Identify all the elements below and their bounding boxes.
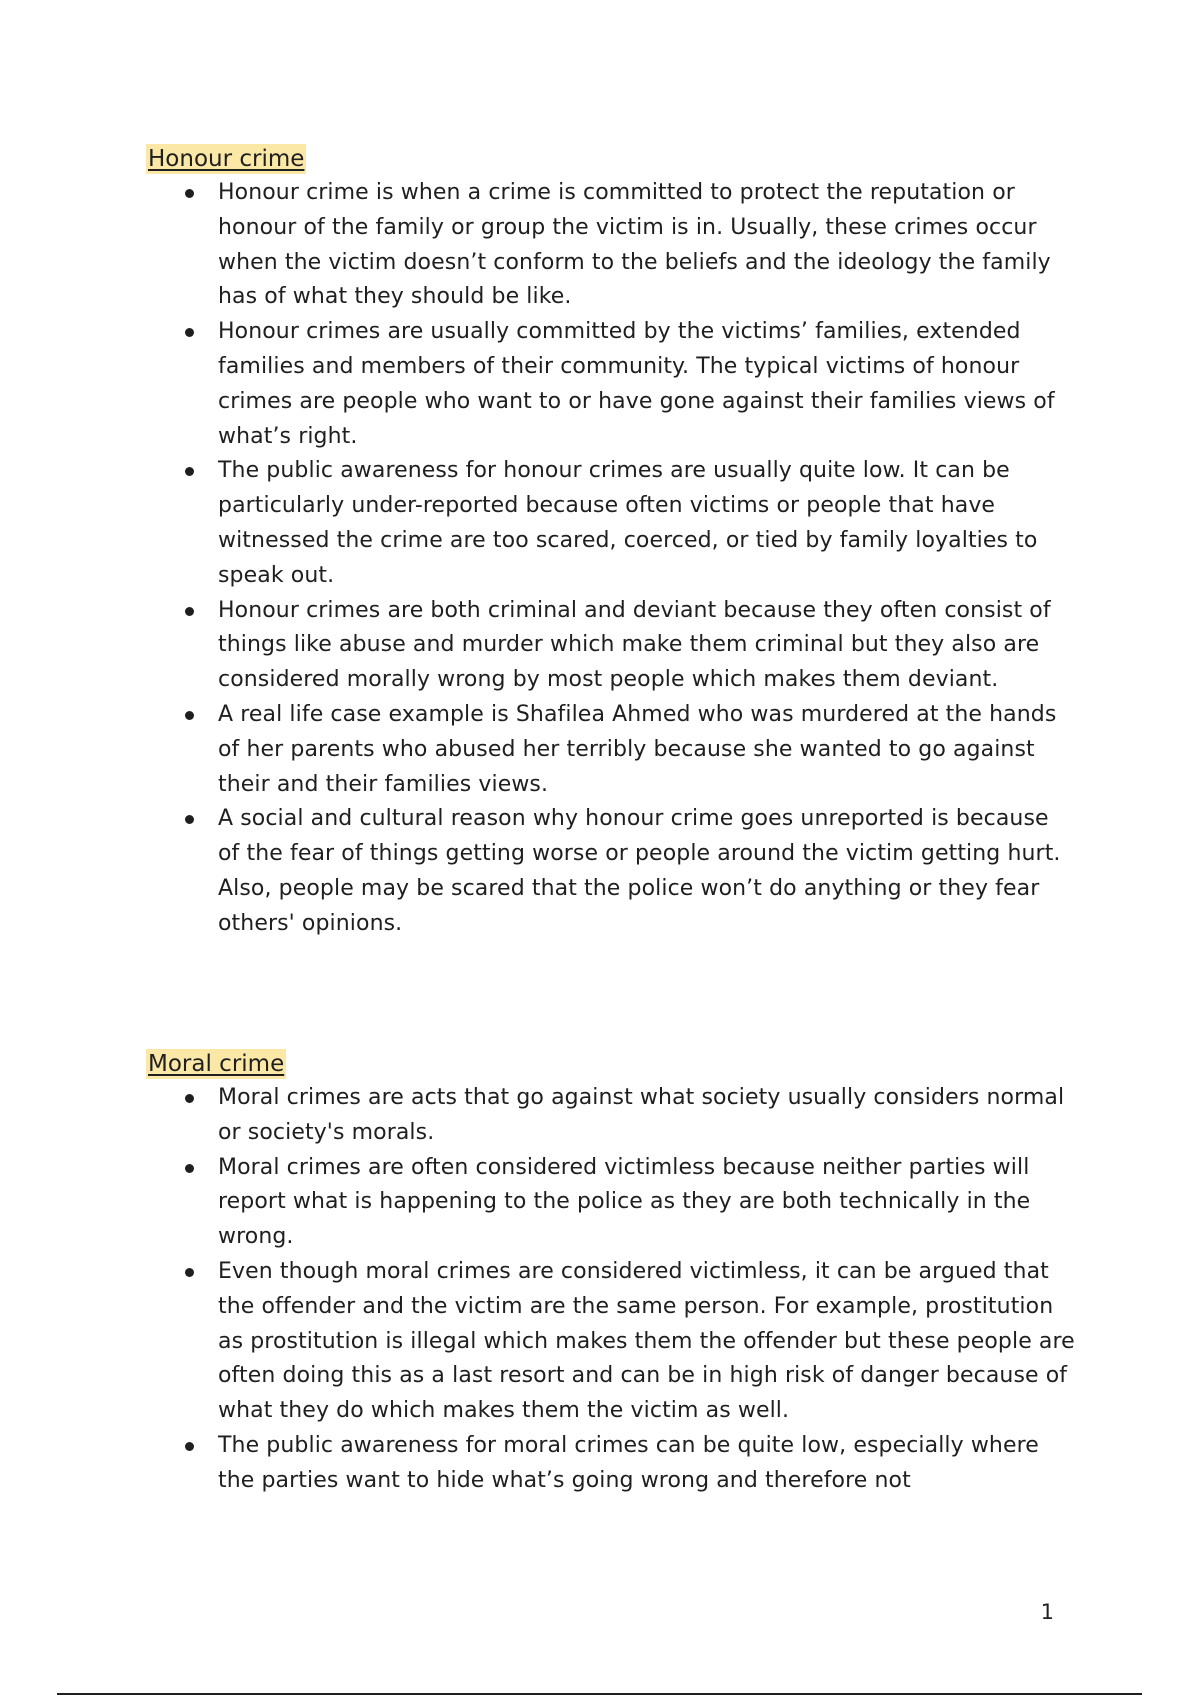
- list-item: Honour crimes are both criminal and deviant because they often consist of things like abuse and murder which make them criminal but they also are considered morally wrong by most people which makes them deviant.: [146, 594, 1076, 698]
- list-item: Honour crime is when a crime is committed to protect the reputation or honour of the family or group the victim is in. Usually, these crimes occur when the victim doesn’t conform to the beliefs and the ideology the family has of what they should be like.: [146, 176, 1076, 315]
- list-item: A social and cultural reason why honour crime goes unreported is because of the fear of things getting worse or people around the victim getting hurt. Also, people may be scared that the police won’t do anything or they fear others' opinions.: [146, 802, 1076, 941]
- list-item: Even though moral crimes are considered victimless, it can be argued that the offender and the victim are the same person. For example, prostitution as prostitution is illegal which makes them the offender but these people are often doing this as a last resort and can be in high risk of danger because of what they do which makes them the victim as well.: [146, 1255, 1076, 1429]
- list-item: Honour crimes are usually committed by the victims’ families, extended families and members of their community. The typical victims of honour crimes are people who want to or have gone against their families views of what’s right.: [146, 315, 1076, 454]
- page-number: 1: [1040, 1600, 1054, 1624]
- section-honour-crime: [146, 144, 1076, 942]
- list-item: Moral crimes are often considered victimless because neither parties will report what is happening to the police as they are both technically in the wrong.: [146, 1151, 1076, 1255]
- section-heading: Moral crime: [148, 1051, 285, 1077]
- list-item: A real life case example is Shafilea Ahmed who was murdered at the hands of her parents who abused her terribly because she wanted to go against their and their families views.: [146, 698, 1076, 802]
- footer-divider: [57, 1693, 1142, 1695]
- section-moral-crime: [146, 1049, 1076, 1499]
- bullet-list: [146, 1081, 1076, 1499]
- list-item: The public awareness for honour crimes are usually quite low. It can be particularly under-reported because often victims or people that have witnessed the crime are too scared, coerced, or tied by family loyalties to speak out.: [146, 454, 1076, 593]
- list-item: The public awareness for moral crimes can be quite low, especially where the parties want to hide what’s going wrong and therefore not: [146, 1429, 1076, 1499]
- bullet-list: [146, 176, 1076, 942]
- list-item: Moral crimes are acts that go against what society usually considers normal or society's morals.: [146, 1081, 1076, 1151]
- section-heading: Honour crime: [148, 146, 305, 172]
